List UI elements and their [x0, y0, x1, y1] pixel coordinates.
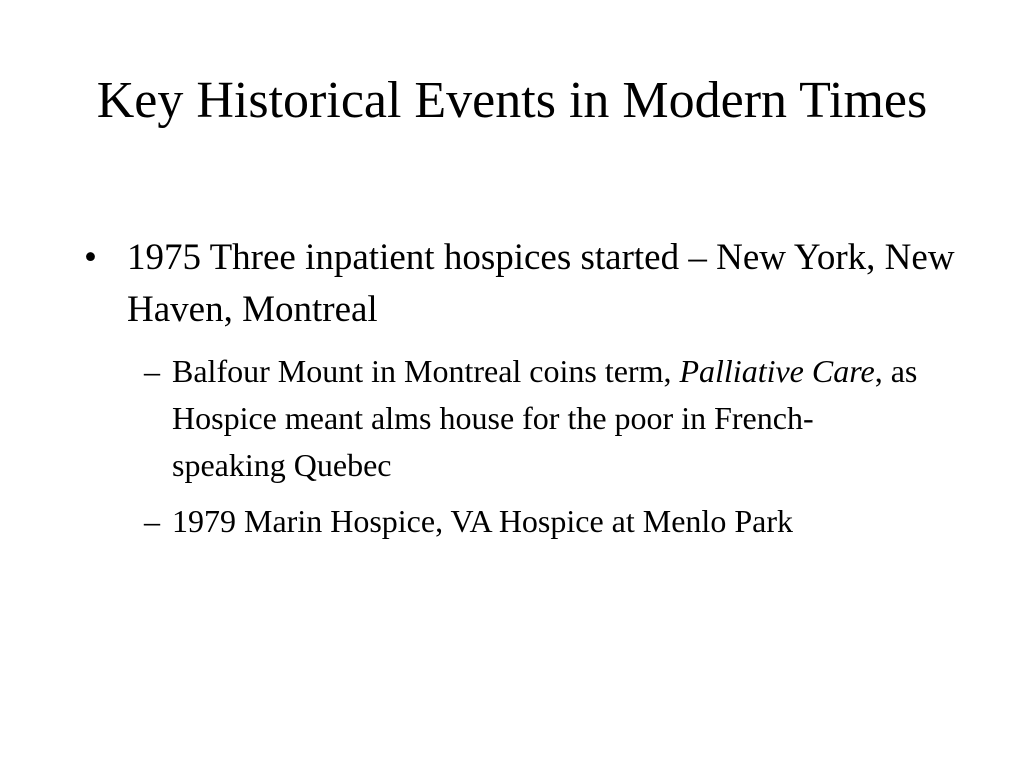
- slide-body: [0, 232, 1024, 554]
- sub-bullet-balfour-mount: [144, 348, 922, 489]
- dash-icon: –: [144, 353, 160, 389]
- bullet-text: 1975 Three inpatient hospices started – New York, New Haven, Montreal: [127, 237, 955, 330]
- dash-icon: –: [144, 503, 160, 539]
- bullet-point-1975-hospices: [84, 232, 957, 336]
- bullet-dot-icon: •: [84, 237, 97, 278]
- sub-bullet-text-suffix: , as Hospice meant alms house for the poor in French-speaking Quebec: [172, 353, 918, 483]
- sub-bullet-text-prefix: Balfour Mount in Montreal coins term,: [172, 353, 680, 389]
- sub-bullet-marin-hospice: [144, 498, 922, 545]
- slide-title: Key Historical Events in Modern Times: [96, 72, 928, 129]
- palliative-care-term: Palliative Care: [679, 353, 875, 389]
- sub-bullet-text: 1979 Marin Hospice, VA Hospice at Menlo Park: [172, 503, 793, 539]
